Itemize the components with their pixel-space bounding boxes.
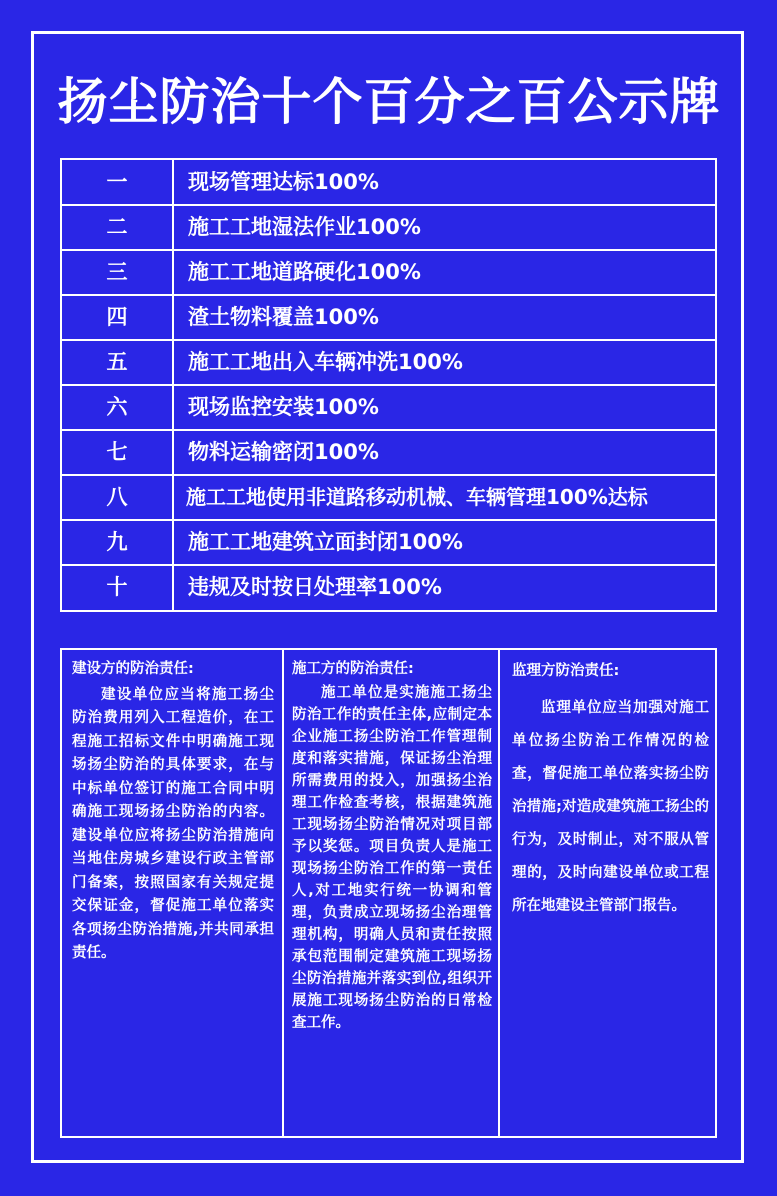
measure-text: 施工工地道路硬化100% <box>188 260 421 284</box>
measure-text: 施工工地出入车辆冲洗100% <box>188 350 463 374</box>
row-divider <box>62 294 715 296</box>
row-divider <box>62 249 715 251</box>
measure-row <box>62 385 715 430</box>
measure-number: 四 <box>62 295 174 340</box>
measure-number: 七 <box>62 430 174 475</box>
row-divider <box>62 384 715 386</box>
supervisor-heading: 监理方防治责任: <box>512 663 620 679</box>
measure-text: 物料运输密闭100% <box>188 440 379 464</box>
measure-row <box>62 160 715 205</box>
measure-row <box>62 295 715 340</box>
measure-number: 二 <box>62 205 174 250</box>
measure-row <box>62 430 715 475</box>
measure-number: 六 <box>62 385 174 430</box>
measure-number: 一 <box>62 160 174 205</box>
measure-row <box>62 565 715 610</box>
responsibilities-table <box>60 648 717 1138</box>
measure-number: 五 <box>62 340 174 385</box>
builder-heading: 建设方的防治责任: <box>72 661 194 677</box>
row-divider <box>62 429 715 431</box>
row-divider <box>62 564 715 566</box>
measure-number: 三 <box>62 250 174 295</box>
measure-number: 十 <box>62 565 174 610</box>
measure-text: 渣土物料覆盖100% <box>188 305 379 329</box>
row-divider <box>62 204 715 206</box>
measures-table <box>60 158 717 612</box>
measure-row <box>62 205 715 250</box>
row-divider <box>62 474 715 476</box>
measure-text: 违规及时按日处理率100% <box>188 575 442 599</box>
builder-responsibility <box>62 650 282 1136</box>
measure-text: 施工工地湿法作业100% <box>188 215 421 239</box>
measure-row <box>62 520 715 565</box>
measure-number: 九 <box>62 520 174 565</box>
contractor-text: 施工单位是实施施工扬尘防治工作的责任主体,应制定本企业施工扬尘防治工作管理制度和落实措施，保证扬尘治理所需费用的投入，加强扬尘治理工作检查考核，根据建筑施工现场扬尘防治情况对项目部予以奖惩。项目负责人是施工现场扬尘防治工作的第一责任人,对工地实行统一协调和管理，负责成立现场扬尘治理管理机构，明确人员和责任按照承包范围制定建筑施工现场扬尘防治措施并落实到位,组织开展施工现场扬尘防治的日常检查工作。 <box>292 685 492 1031</box>
builder-text: 建设单位应当将施工扬尘防治费用列入工程造价，在工程施工招标文件中明确施工现场扬尘防治的具体要求，在与中标单位签订的施工合同中明确施工现场扬尘防治的内容。建设单位应将扬尘防治措施向当地住房城乡建设行政主管部门备案，按照国家有关规定提交保证金，督促施工单位落实各项扬尘防治措施,并共同承担责任。 <box>72 686 274 961</box>
measure-text: 现场监控安装100% <box>188 395 379 419</box>
measure-row <box>62 475 715 520</box>
row-divider <box>62 339 715 341</box>
measure-row <box>62 250 715 295</box>
measure-text: 施工工地使用非道路移动机械、车辆管理100%达标 <box>186 485 648 509</box>
measure-text: 现场管理达标100% <box>188 170 379 194</box>
measure-number: 八 <box>62 475 174 520</box>
measure-text: 施工工地建筑立面封闭100% <box>188 530 463 554</box>
row-divider <box>62 519 715 521</box>
sign-title: 扬尘防治十个百分之百公示牌 <box>57 73 721 131</box>
contractor-heading: 施工方的防治责任: <box>292 661 414 677</box>
contractor-responsibility <box>282 650 500 1136</box>
measure-row <box>62 340 715 385</box>
supervisor-responsibility <box>500 650 717 1136</box>
supervisor-text: 监理单位应当加强对施工单位扬尘防治工作情况的检查，督促施工单位落实扬尘防治措施;对造成建筑施工扬尘的行为，及时制止，对不服从管理的，及时向建设单位或工程所在地建设主管部门报告。 <box>512 700 709 914</box>
